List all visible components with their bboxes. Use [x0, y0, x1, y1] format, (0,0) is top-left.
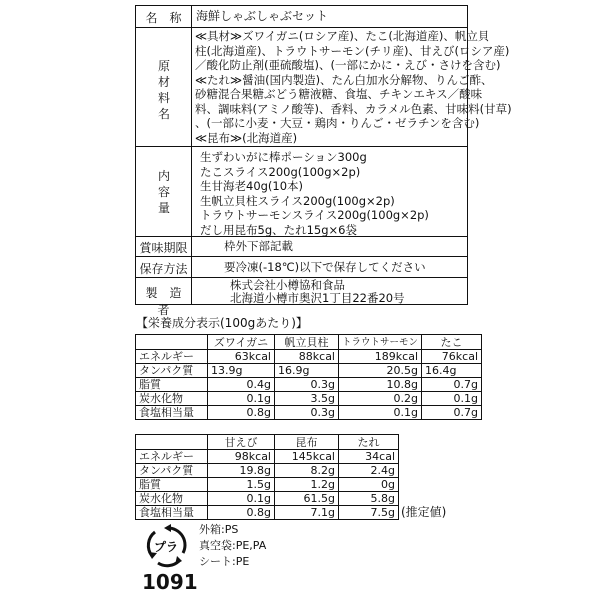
contents-line: だし用昆布5g、たれ15g×6袋 — [200, 222, 358, 237]
expiry-label: 賞味期限 — [139, 241, 188, 255]
product-code: 1091 — [142, 570, 198, 594]
ingredients-line: ≪昆布≫(北海道産) — [195, 130, 298, 145]
table2-corner — [136, 435, 208, 450]
ingredients-line: 砂糖混合果糖ぶどう糖液糖、食塩、チキンエキス／酸味 — [195, 87, 483, 101]
table1-cell: 16.4g — [422, 364, 482, 378]
table1-cell: 0.1g — [208, 392, 275, 406]
table2-cell: 34cal — [339, 450, 399, 464]
row-divider-expiry — [135, 256, 468, 257]
table2-header: 昆布 — [275, 435, 339, 450]
table1-cell: 0.3g — [275, 406, 339, 420]
contents-label: 内容量 — [157, 169, 170, 215]
table1-cell: 63kcal — [208, 350, 275, 364]
table2-cell: 19.8g — [208, 464, 275, 478]
table1-cell: 0.4g — [208, 378, 275, 392]
name-label: 名 称 — [145, 11, 182, 25]
maker-label: 製 造 者 — [145, 286, 194, 317]
table1-cell: 0.7g — [422, 406, 482, 420]
row-label-salt: 食塩相当量 — [136, 506, 208, 520]
table1-cell: 0.1g — [422, 392, 482, 406]
recycle-line: 真空袋:PE,PA — [199, 539, 267, 552]
label-column-divider — [191, 5, 192, 305]
ingredients-line: 料、調味料(アミノ酸等)、香料、カラメル色素、甘味料(甘草) — [195, 101, 512, 116]
table1-cell: 76kcal — [422, 350, 482, 364]
table2-cell: 0g — [339, 478, 399, 492]
row-label-protein: タンパク質 — [136, 464, 208, 478]
maker-address: 北海道小樽市奥沢1丁目22番20号 — [230, 291, 405, 305]
table1-cell: 13.9g — [208, 364, 275, 378]
table1-cell: 0.8g — [208, 406, 275, 420]
table2-header: 甘えび — [208, 435, 275, 450]
table1-cell: 0.3g — [275, 378, 339, 392]
row-label-salt: 食塩相当量 — [136, 406, 208, 420]
table2-cell: 5.8g — [339, 492, 399, 506]
table1-corner — [136, 335, 208, 350]
nutrition-title: 【栄養成分表示(100gあたり)】 — [136, 316, 308, 330]
contents-line: 生帆立貝柱スライス200g(100g×2p) — [200, 193, 395, 208]
row-label-fat: 脂質 — [136, 378, 208, 392]
table2-cell: 1.5g — [208, 478, 275, 492]
row-label-protein: タンパク質 — [136, 364, 208, 378]
contents-line: 生ずわいがに棒ポーション300g — [200, 150, 367, 164]
contents-line: 生甘海老40g(10本) — [200, 179, 304, 193]
table1-cell: 189kcal — [339, 350, 422, 364]
table1-header: 帆立貝柱 — [275, 335, 339, 350]
recycle-mark — [143, 523, 189, 569]
nutrition-table-2 — [135, 434, 399, 520]
table2-cell: 0.1g — [208, 492, 275, 506]
ingredients-label: 原材料名 — [157, 59, 170, 121]
table1-header: トラウトサーモン — [339, 335, 422, 350]
table2-cell: 0.8g — [208, 506, 275, 520]
table2-cell: 1.2g — [275, 478, 339, 492]
recycle-line: 外箱:PS — [199, 523, 239, 536]
table1-cell: 88kcal — [275, 350, 339, 364]
table1-cell: 0.2g — [339, 392, 422, 406]
table1-header: ズワイガニ — [208, 335, 275, 350]
recycle-line: シート:PE — [199, 555, 250, 568]
table1-cell: 20.5g — [339, 364, 422, 378]
table2-cell: 2.4g — [339, 464, 399, 478]
row-divider-ingredients — [135, 146, 468, 147]
table2-cell: 145kcal — [275, 450, 339, 464]
table1-cell: 16.9g — [275, 364, 339, 378]
row-label-fat: 脂質 — [136, 478, 208, 492]
table2-cell: 7.5g — [339, 506, 399, 520]
estimate-note: (推定値) — [401, 505, 447, 519]
table2-cell: 7.1g — [275, 506, 339, 520]
table1-header: たこ — [422, 335, 482, 350]
table1-cell: 0.7g — [422, 378, 482, 392]
row-label-energy: エネルギー — [136, 350, 208, 364]
ingredients-line: 柱(北海道産)、トラウトサーモン(チリ産)、甘えび(ロシア産) — [195, 43, 510, 58]
ingredients-line: 、(一部に小麦・大豆・鶏肉・りんご・ゼラチンを含む) — [195, 116, 480, 130]
row-label-carbohydrate: 炭水化物 — [136, 492, 208, 506]
maker-company: 株式会社小樽協和食品 — [230, 278, 345, 292]
storage-value: 要冷凍(-18℃)以下で保存してください — [224, 260, 426, 274]
row-label-carbohydrate: 炭水化物 — [136, 392, 208, 406]
row-divider-name — [135, 27, 468, 28]
expiry-value: 枠外下部記載 — [224, 239, 293, 253]
contents-line: トラウトサーモンスライス200g(100g×2p) — [200, 208, 429, 222]
nutrition-table-1 — [135, 334, 482, 420]
recycle-mark-text: プラ — [153, 540, 178, 554]
table2-header: たれ — [339, 435, 399, 450]
ingredients-line: ／酸化防止剤(亜硫酸塩)、(一部にかに・えび・さけを含む) — [195, 58, 501, 72]
table1-cell: 0.1g — [339, 406, 422, 420]
product-name: 海鮮しゃぶしゃぶセット — [196, 9, 329, 23]
table2-cell: 98kcal — [208, 450, 275, 464]
storage-label: 保存方法 — [139, 262, 188, 276]
ingredients-line: ≪具材≫ズワイガニ(ロシア産)、たこ(北海道産)、帆立貝 — [195, 29, 490, 43]
table1-cell: 3.5g — [275, 392, 339, 406]
ingredients-line: ≪たれ≫醤油(国内製造)、たん白加水分解物、りんご酢、 — [195, 72, 493, 87]
row-label-energy: エネルギー — [136, 450, 208, 464]
table2-cell: 8.2g — [275, 464, 339, 478]
table2-cell: 61.5g — [275, 492, 339, 506]
contents-line: たこスライス200g(100g×2p) — [200, 164, 361, 179]
table1-cell: 10.8g — [339, 378, 422, 392]
